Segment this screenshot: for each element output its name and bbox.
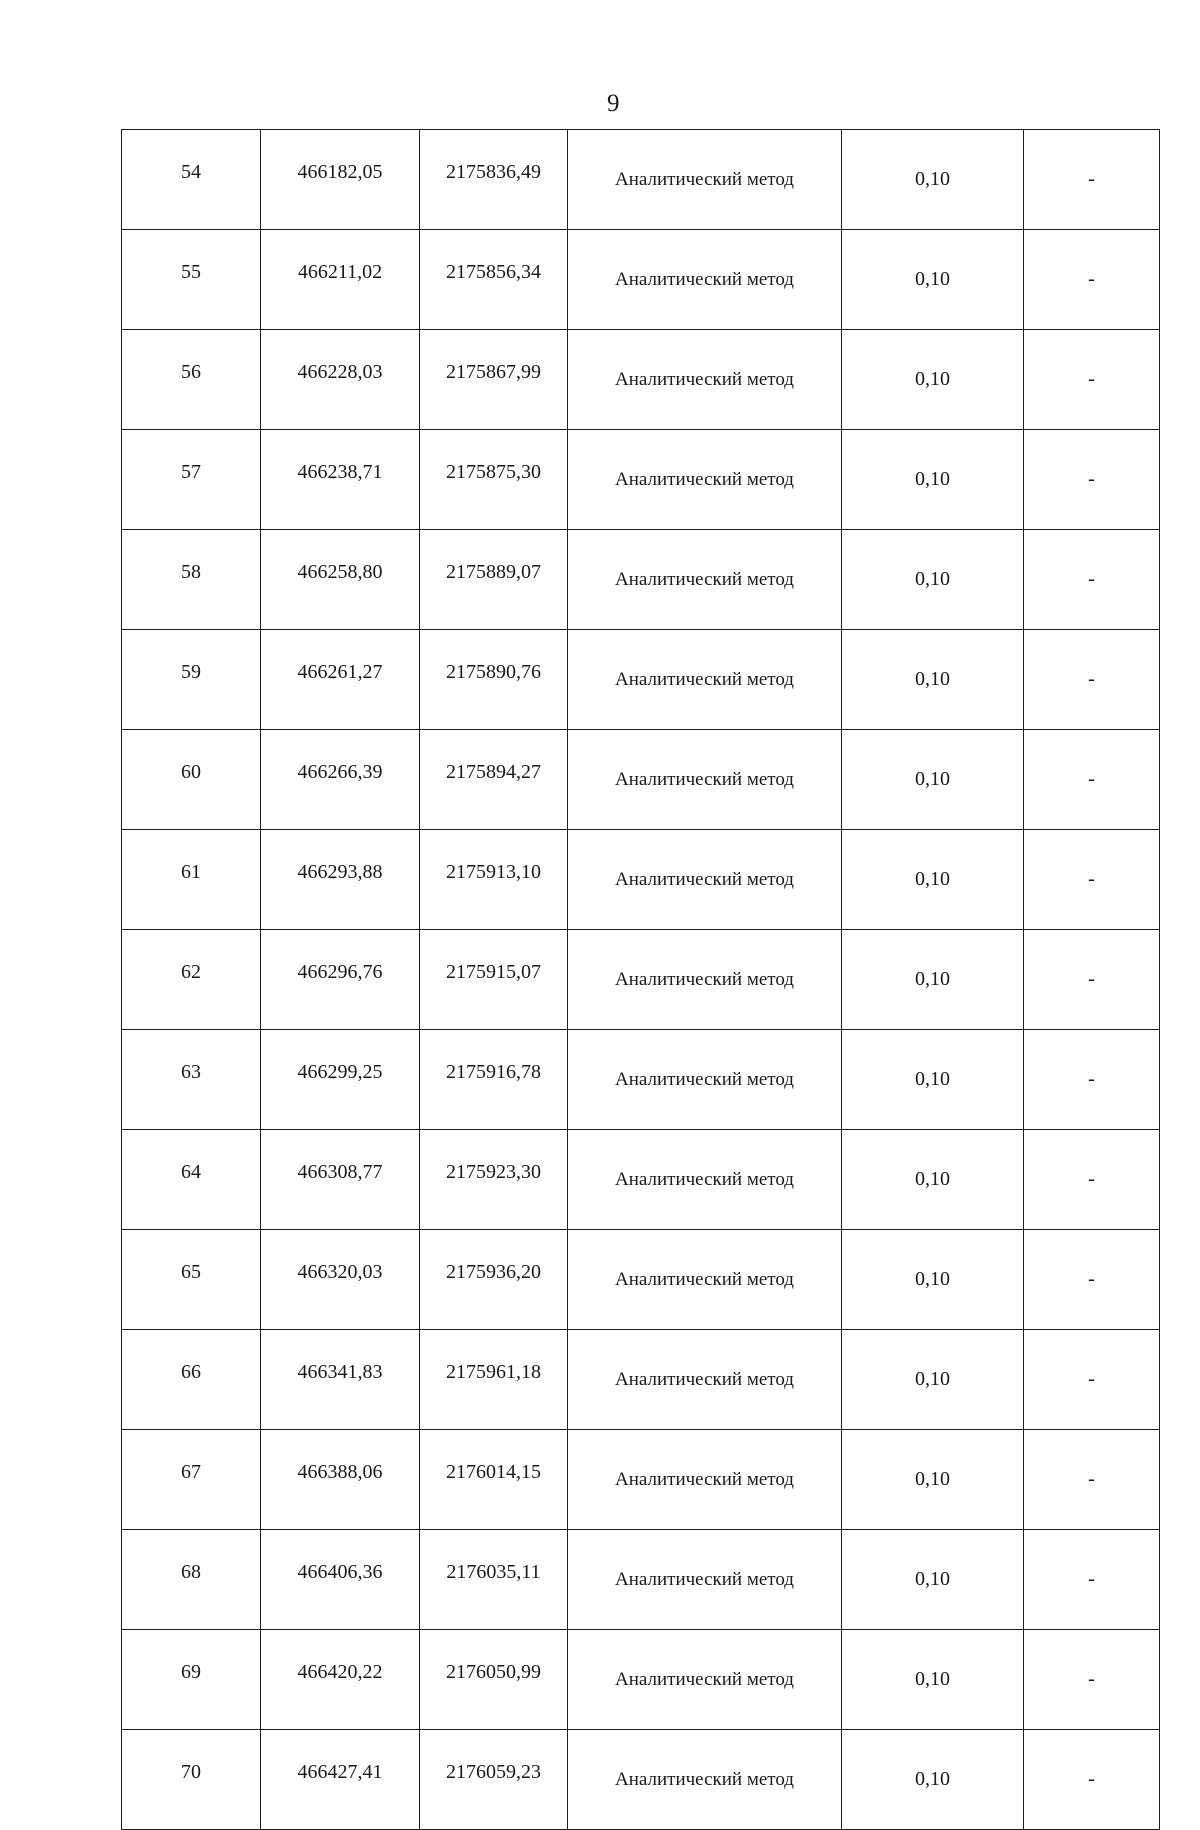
note-cell: -: [1024, 1230, 1160, 1330]
note-cell: -: [1024, 330, 1160, 430]
point-number-cell: 61: [122, 830, 261, 930]
precision-cell: 0,10: [842, 630, 1024, 730]
method-cell: Аналитический метод: [568, 630, 842, 730]
coordinate-x-cell: 466308,77: [261, 1130, 420, 1230]
coordinate-y-cell: 2175890,76: [420, 630, 568, 730]
method-cell: Аналитический метод: [568, 130, 842, 230]
point-number-cell: 64: [122, 1130, 261, 1230]
point-number-cell: 70: [122, 1730, 261, 1830]
precision-cell: 0,10: [842, 930, 1024, 1030]
table-row: [122, 1330, 1160, 1430]
note-cell: -: [1024, 1630, 1160, 1730]
table-row: [122, 830, 1160, 930]
coordinate-y-cell: 2176059,23: [420, 1730, 568, 1830]
table-row: [122, 930, 1160, 1030]
point-number-cell: 60: [122, 730, 261, 830]
precision-cell: 0,10: [842, 830, 1024, 930]
precision-cell: 0,10: [842, 430, 1024, 530]
method-cell: Аналитический метод: [568, 1630, 842, 1730]
coordinate-x-cell: 466406,36: [261, 1530, 420, 1630]
coordinate-x-cell: 466341,83: [261, 1330, 420, 1430]
table-row: [122, 1530, 1160, 1630]
table-row: [122, 530, 1160, 630]
page-number: 9: [607, 90, 620, 117]
coordinate-x-cell: 466388,06: [261, 1430, 420, 1530]
coordinate-x-cell: 466238,71: [261, 430, 420, 530]
table-row: [122, 1630, 1160, 1730]
method-cell: Аналитический метод: [568, 830, 842, 930]
note-cell: -: [1024, 830, 1160, 930]
point-number-cell: 65: [122, 1230, 261, 1330]
coordinate-y-cell: 2175856,34: [420, 230, 568, 330]
point-number-cell: 56: [122, 330, 261, 430]
coordinates-table-body: [122, 130, 1160, 1830]
table-row: [122, 230, 1160, 330]
method-cell: Аналитический метод: [568, 1030, 842, 1130]
note-cell: -: [1024, 430, 1160, 530]
coordinate-x-cell: 466211,02: [261, 230, 420, 330]
coordinate-x-cell: 466266,39: [261, 730, 420, 830]
method-cell: Аналитический метод: [568, 1330, 842, 1430]
note-cell: -: [1024, 230, 1160, 330]
precision-cell: 0,10: [842, 130, 1024, 230]
coordinate-x-cell: 466427,41: [261, 1730, 420, 1830]
method-cell: Аналитический метод: [568, 330, 842, 430]
precision-cell: 0,10: [842, 330, 1024, 430]
note-cell: -: [1024, 930, 1160, 1030]
coordinate-y-cell: 2176035,11: [420, 1530, 568, 1630]
precision-cell: 0,10: [842, 1230, 1024, 1330]
table-row: [122, 1430, 1160, 1530]
coordinate-y-cell: 2175936,20: [420, 1230, 568, 1330]
note-cell: -: [1024, 1730, 1160, 1830]
coordinate-x-cell: 466420,22: [261, 1630, 420, 1730]
precision-cell: 0,10: [842, 1330, 1024, 1430]
coordinate-x-cell: 466261,27: [261, 630, 420, 730]
method-cell: Аналитический метод: [568, 1530, 842, 1630]
coordinate-x-cell: 466293,88: [261, 830, 420, 930]
table-row: [122, 330, 1160, 430]
note-cell: -: [1024, 1030, 1160, 1130]
table-row: [122, 1130, 1160, 1230]
coordinate-y-cell: 2175916,78: [420, 1030, 568, 1130]
coordinate-x-cell: 466320,03: [261, 1230, 420, 1330]
coordinate-y-cell: 2175867,99: [420, 330, 568, 430]
note-cell: -: [1024, 1430, 1160, 1530]
table-row: [122, 1030, 1160, 1130]
precision-cell: 0,10: [842, 730, 1024, 830]
coordinate-y-cell: 2176050,99: [420, 1630, 568, 1730]
table-row: [122, 730, 1160, 830]
point-number-cell: 63: [122, 1030, 261, 1130]
coordinate-y-cell: 2175875,30: [420, 430, 568, 530]
coordinate-x-cell: 466296,76: [261, 930, 420, 1030]
coordinate-y-cell: 2175894,27: [420, 730, 568, 830]
precision-cell: 0,10: [842, 1630, 1024, 1730]
note-cell: -: [1024, 1130, 1160, 1230]
precision-cell: 0,10: [842, 1430, 1024, 1530]
point-number-cell: 58: [122, 530, 261, 630]
note-cell: -: [1024, 530, 1160, 630]
precision-cell: 0,10: [842, 1130, 1024, 1230]
note-cell: -: [1024, 1530, 1160, 1630]
precision-cell: 0,10: [842, 530, 1024, 630]
table-row: [122, 1230, 1160, 1330]
table-row: [122, 630, 1160, 730]
coordinate-y-cell: 2175961,18: [420, 1330, 568, 1430]
point-number-cell: 55: [122, 230, 261, 330]
point-number-cell: 69: [122, 1630, 261, 1730]
method-cell: Аналитический метод: [568, 430, 842, 530]
method-cell: Аналитический метод: [568, 530, 842, 630]
method-cell: Аналитический метод: [568, 930, 842, 1030]
coordinate-y-cell: 2175836,49: [420, 130, 568, 230]
coordinate-y-cell: 2175913,10: [420, 830, 568, 930]
point-number-cell: 57: [122, 430, 261, 530]
note-cell: -: [1024, 130, 1160, 230]
point-number-cell: 62: [122, 930, 261, 1030]
point-number-cell: 68: [122, 1530, 261, 1630]
coordinates-table: [121, 129, 1160, 1830]
precision-cell: 0,10: [842, 1030, 1024, 1130]
point-number-cell: 59: [122, 630, 261, 730]
coordinate-x-cell: 466258,80: [261, 530, 420, 630]
precision-cell: 0,10: [842, 1730, 1024, 1830]
precision-cell: 0,10: [842, 230, 1024, 330]
coordinate-y-cell: 2175915,07: [420, 930, 568, 1030]
method-cell: Аналитический метод: [568, 230, 842, 330]
point-number-cell: 54: [122, 130, 261, 230]
method-cell: Аналитический метод: [568, 1430, 842, 1530]
table-row: [122, 130, 1160, 230]
coordinate-x-cell: 466228,03: [261, 330, 420, 430]
point-number-cell: 66: [122, 1330, 261, 1430]
table-row: [122, 1730, 1160, 1830]
method-cell: Аналитический метод: [568, 1730, 842, 1830]
method-cell: Аналитический метод: [568, 730, 842, 830]
table-row: [122, 430, 1160, 530]
coordinate-x-cell: 466299,25: [261, 1030, 420, 1130]
coordinate-y-cell: 2175889,07: [420, 530, 568, 630]
note-cell: -: [1024, 730, 1160, 830]
note-cell: -: [1024, 1330, 1160, 1430]
method-cell: Аналитический метод: [568, 1130, 842, 1230]
method-cell: Аналитический метод: [568, 1230, 842, 1330]
coordinate-y-cell: 2175923,30: [420, 1130, 568, 1230]
coordinate-y-cell: 2176014,15: [420, 1430, 568, 1530]
point-number-cell: 67: [122, 1430, 261, 1530]
note-cell: -: [1024, 630, 1160, 730]
coordinate-x-cell: 466182,05: [261, 130, 420, 230]
precision-cell: 0,10: [842, 1530, 1024, 1630]
